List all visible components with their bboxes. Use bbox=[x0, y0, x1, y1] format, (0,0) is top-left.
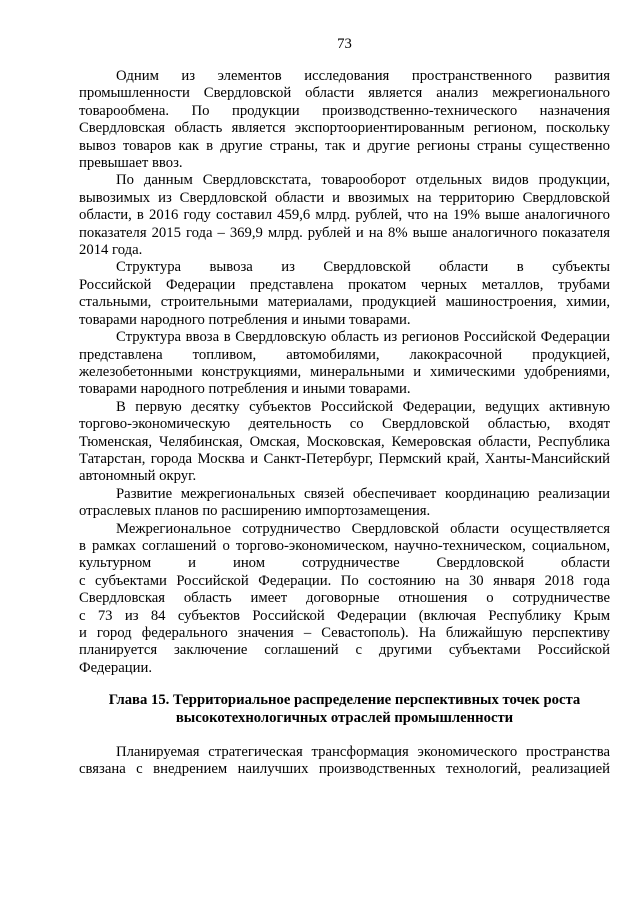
chapter-heading-line: высокотехнологичных отраслей промышленности bbox=[175, 709, 514, 726]
paragraph-line: вывозимых из Свердловской области и ввозимых на территорию Свердловской bbox=[79, 189, 610, 206]
paragraph-line: Структура ввоза в Свердловскую область из регионов Российской Федерации bbox=[116, 329, 610, 346]
body-paragraph bbox=[79, 68, 610, 172]
paragraph-line: Татарстан, города Москва и Санкт-Петербург, Пермский край, Ханты-Мансийский bbox=[79, 450, 610, 467]
paragraph-line: Свердловская область имеет договорные отношения о сотрудничестве bbox=[79, 590, 610, 607]
body-paragraph bbox=[79, 259, 610, 329]
paragraph-line: Федерации. bbox=[79, 659, 153, 676]
paragraph-line: железобетонными конструкциями, минеральными и химическими удобрениями, bbox=[79, 363, 610, 380]
paragraph-line: с 73 из 84 субъектов Российской Федерации (включая Республику Крым bbox=[79, 607, 610, 624]
paragraph-line: Планируемая стратегическая трансформация экономического пространства bbox=[116, 744, 610, 761]
paragraph-line: товарами народного потребления и иными товарами. bbox=[79, 311, 411, 328]
paragraph-line: В первую десятку субъектов Российской Федерации, ведущих активную bbox=[116, 398, 610, 415]
paragraph-line: связана с внедрением наилучших производственных технологий, реализацией bbox=[79, 761, 610, 778]
paragraph-line: товарообмена. По продукции производственно-технического назначения bbox=[79, 102, 610, 119]
paragraph-line: 2014 года. bbox=[79, 242, 143, 259]
paragraph-line: промышленности Свердловской области является анализ межрегионального bbox=[79, 85, 610, 102]
page-number: 73 bbox=[337, 36, 352, 52]
paragraph-line: товарами народного потребления и иными товарами. bbox=[79, 381, 411, 398]
paragraph-line: в рамках соглашений о торгово-экономическом, научно-техническом, социальном, bbox=[79, 537, 610, 554]
chapter-heading-line: Глава 15. Территориальное распределение перспективных точек роста bbox=[108, 692, 581, 709]
chapter-paragraph bbox=[79, 744, 610, 779]
paragraph-line: представлена топливом, автомобилями, лакокрасочной продукцией, bbox=[79, 346, 610, 363]
body-paragraph bbox=[79, 486, 610, 521]
paragraph-line: автономный округ. bbox=[79, 468, 197, 485]
paragraph-line: Тюменская, Челябинская, Омская, Московская, Кемеровская области, Республика bbox=[79, 433, 610, 450]
body-paragraph bbox=[79, 399, 610, 486]
paragraph-line: Межрегиональное сотрудничество Свердловской области осуществляется bbox=[116, 520, 610, 537]
paragraph-line: отраслевых планов по расширению импортозамещения. bbox=[79, 503, 431, 520]
body-paragraph bbox=[79, 329, 610, 399]
paragraph-line: области, в 2016 году составил 459,6 млрд. рублей, что на 19% выше аналогичного bbox=[79, 207, 610, 224]
paragraph-line: Российской Федерации представлена прокатом черных металлов, трубами bbox=[79, 276, 610, 293]
paragraph-line: Свердловская область является экспортоориентированным регионом, поскольку bbox=[79, 120, 610, 137]
paragraph-line: Структура вывоза из Свердловской области в субъекты bbox=[116, 259, 610, 276]
page-content bbox=[79, 68, 610, 779]
paragraph-line: с субъектами Российской Федерации. По состоянию на 30 января 2018 года bbox=[79, 572, 610, 589]
chapter-heading bbox=[79, 692, 610, 727]
paragraph-line: и город федерального значения – Севастополь). На ближайшую перспективу bbox=[79, 625, 610, 641]
paragraph-line: показателя 2015 года – 369,9 млрд. рублей и на 8% выше аналогичного показателя bbox=[79, 224, 610, 241]
paragraph-line: культурном и ином сотрудничестве Свердловской области bbox=[79, 555, 610, 572]
body-paragraph bbox=[79, 172, 610, 259]
paragraph-line: По данным Свердловскстата, товарооборот отдельных видов продукции, bbox=[116, 172, 610, 189]
paragraph-line: превышает ввоз. bbox=[79, 155, 183, 172]
paragraph-line: вывоз товаров как в другие страны, так и другие регионы страны существенно bbox=[79, 137, 610, 154]
paragraph-line: Одним из элементов исследования пространственного развития bbox=[116, 68, 610, 84]
paragraph-line: планируется заключение соглашений с другими субъектами Российской bbox=[79, 642, 610, 659]
paragraph-line: Развитие межрегиональных связей обеспечивает координацию реализации bbox=[116, 485, 610, 502]
body-paragraph bbox=[79, 521, 610, 678]
paragraph-line: стальными, строительными материалами, продукцией машиностроения, химии, bbox=[79, 294, 610, 311]
paragraph-line: торгово-экономическую деятельность со Свердловской областью, входят bbox=[79, 416, 610, 433]
